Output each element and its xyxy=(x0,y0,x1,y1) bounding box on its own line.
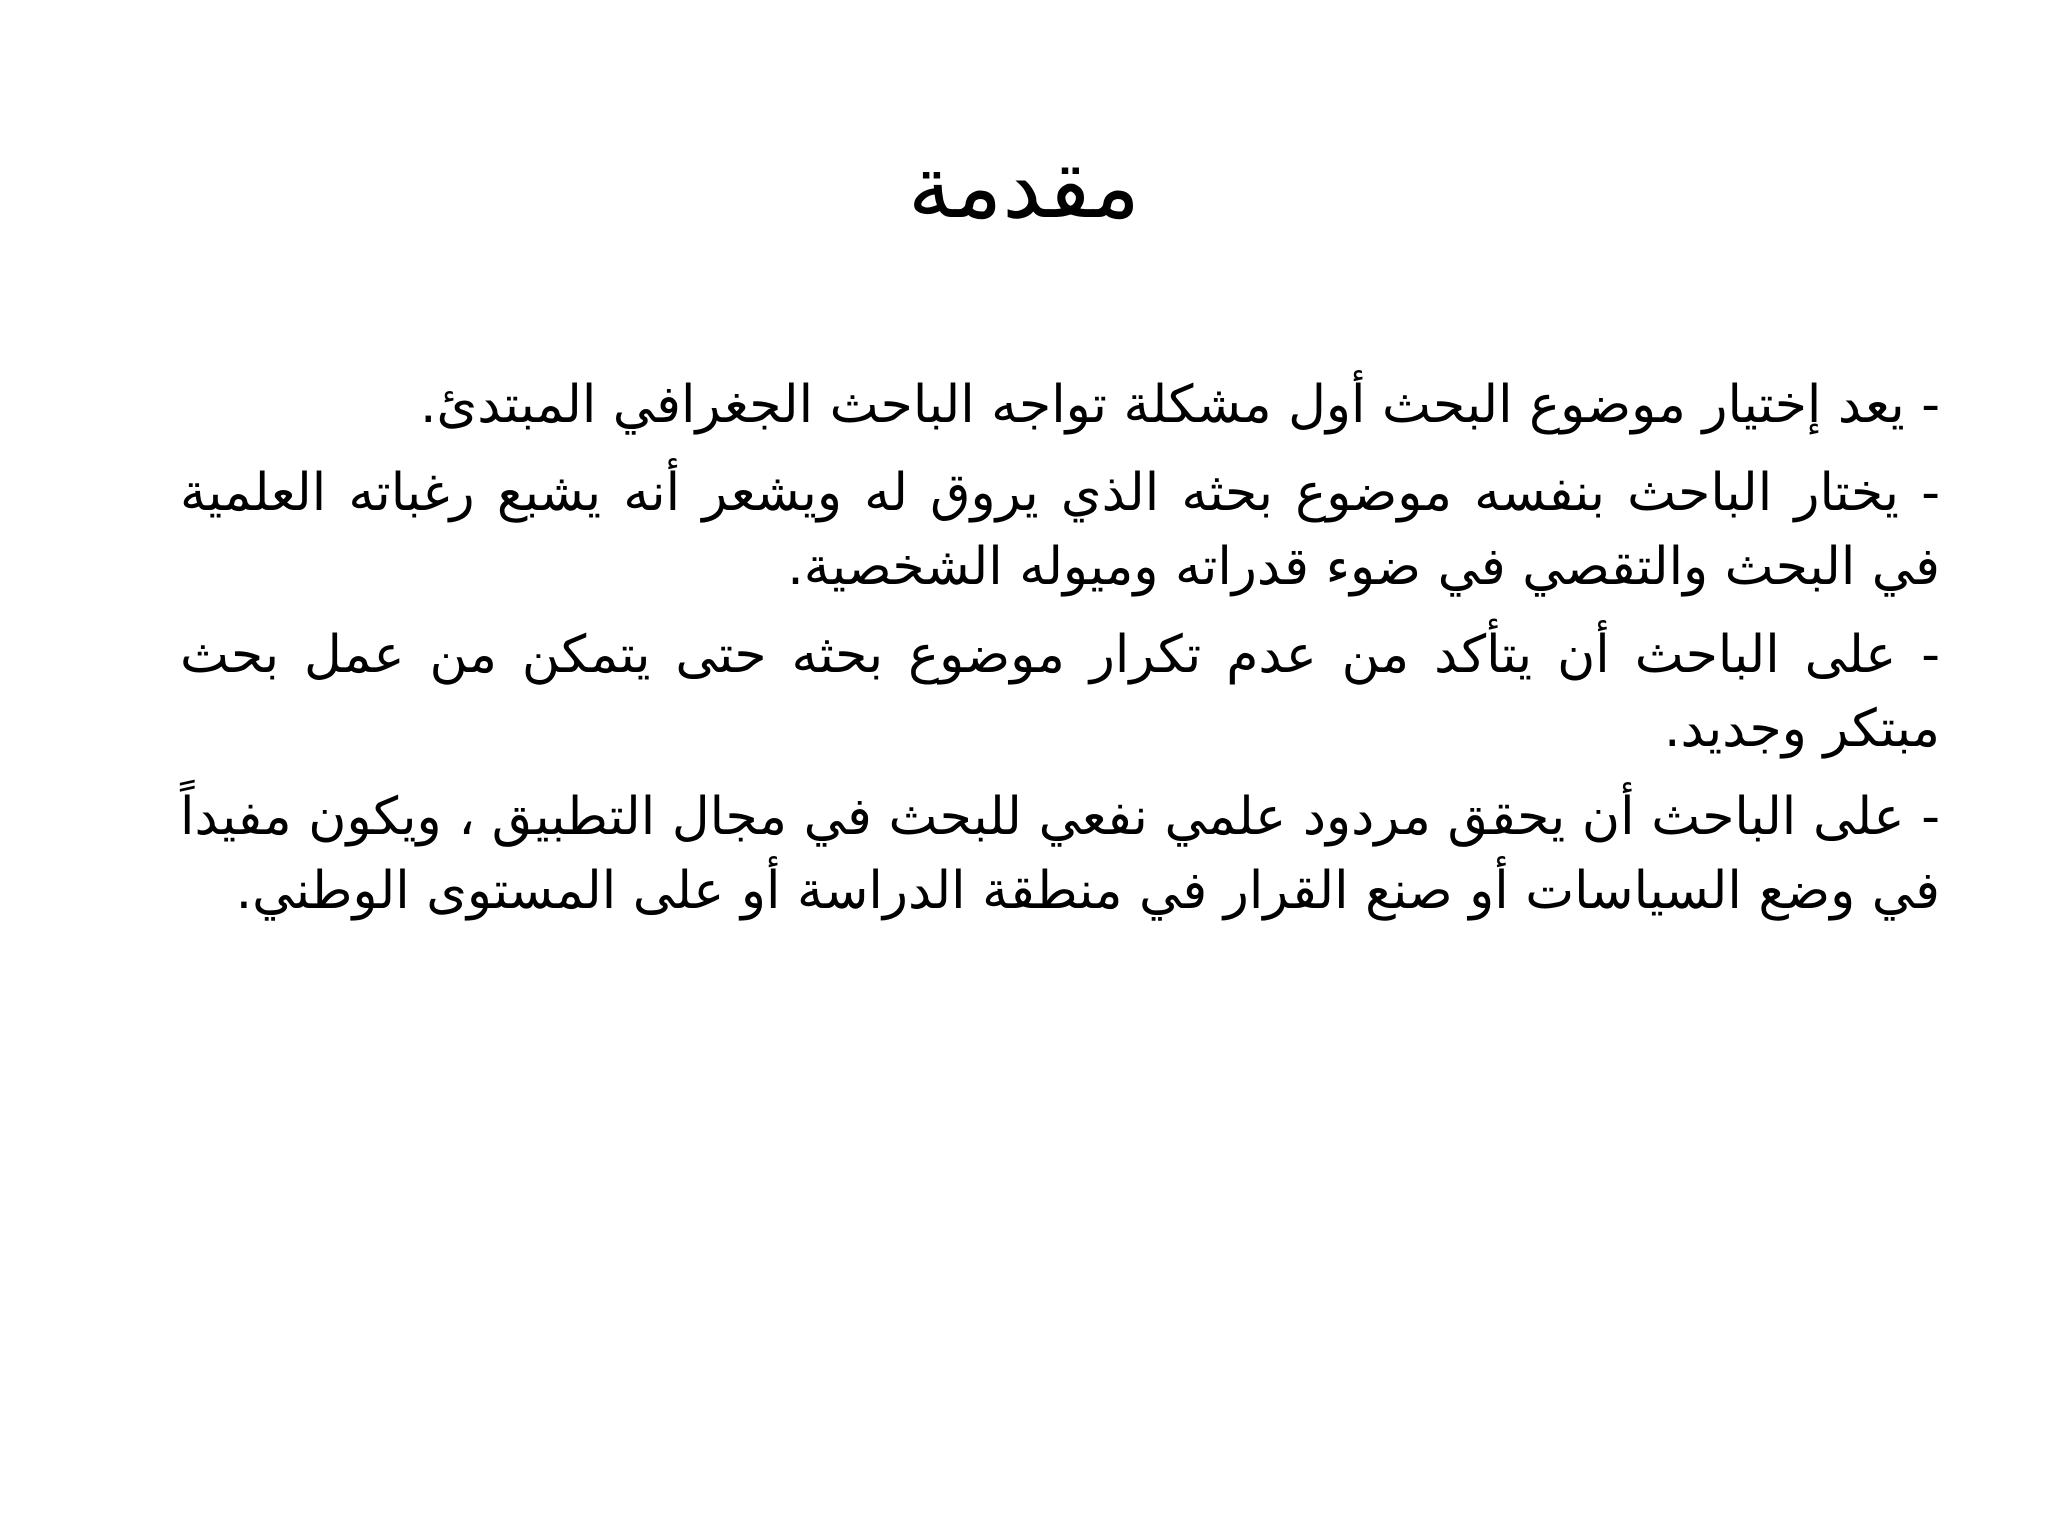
paragraph-2: - يختار الباحث بنفسه موضوع بحثه الذي يروق له ويشعر أنه يشبع رغباته العلمية في البحث والتقصي في ضوء قدراته وميوله الشخصية. xyxy=(180,463,1940,597)
slide-body xyxy=(180,368,1940,942)
slide-title: مقدمة xyxy=(907,135,1141,238)
paragraph-1: - يعد إختيار موضوع البحث أول مشكلة تواجه الباحث الجغرافي المبتدئ. xyxy=(420,375,1940,435)
paragraph-3: - على الباحث أن يتأكد من عدم تكرار موضوع بحثه حتى يتمكن من عمل بحث مبتكر وجديد. xyxy=(180,625,1940,759)
paragraph-4: - على الباحث أن يحقق مردود علمي نفعي للبحث في مجال التطبيق ، ويكون مفيداً في وضع السياسات أو صنع القرار في منطقة الدراسة أو على المستوى الوطني. xyxy=(180,787,1940,921)
